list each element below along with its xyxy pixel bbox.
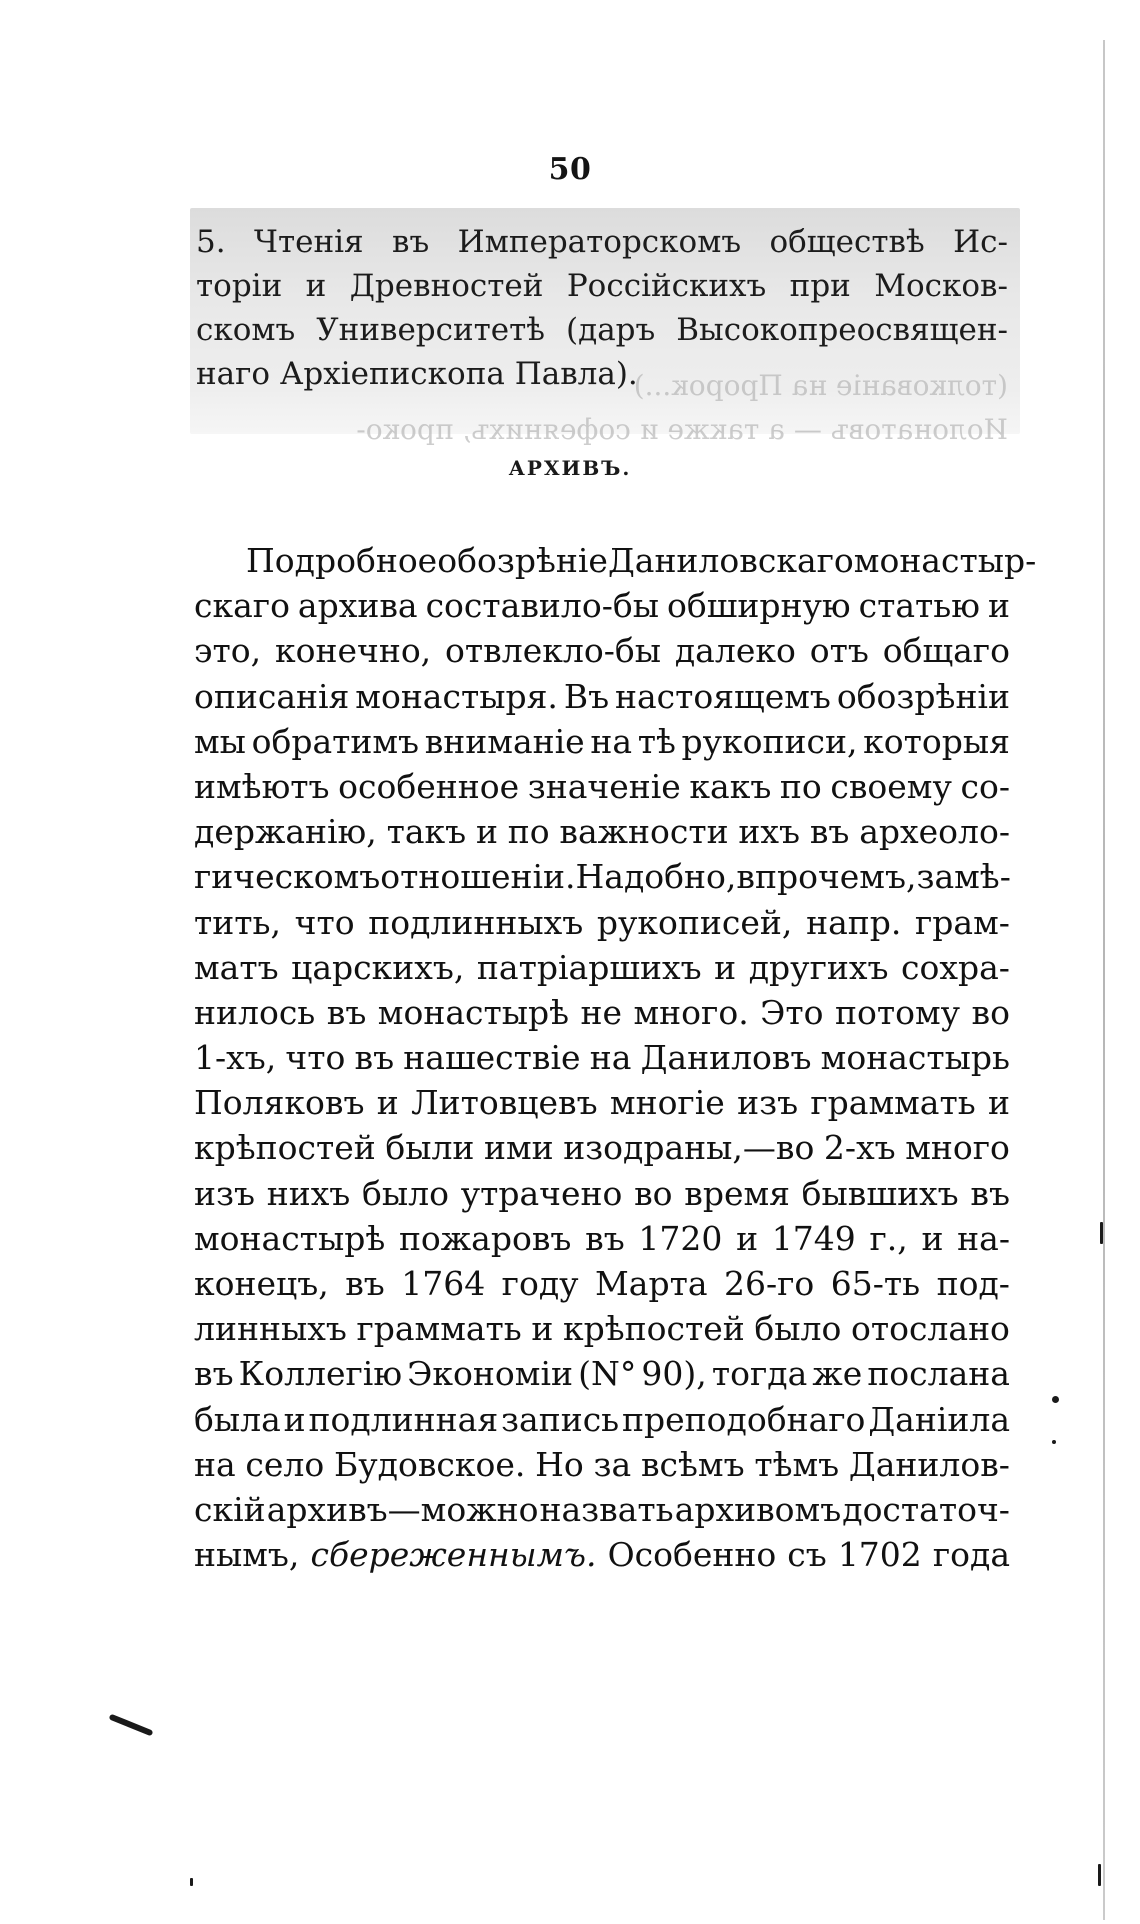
body-word: что	[285, 1038, 346, 1078]
body-word: изодраны,—во	[563, 1128, 815, 1168]
body-word: 1764	[401, 1264, 486, 1303]
body-word: и	[921, 1218, 944, 1258]
body-word: вниманіе	[424, 721, 585, 761]
body-word: бывшихъ	[801, 1173, 959, 1213]
body-word: со-	[960, 766, 1010, 806]
note-word: Ис-	[953, 224, 1008, 260]
body-word: рукописи,	[681, 721, 858, 761]
body-line	[194, 1487, 1010, 1532]
body-line	[194, 1397, 1010, 1442]
body-word: въ	[326, 992, 367, 1032]
body-word: монастыря.	[355, 676, 558, 716]
body-word: особенное	[338, 766, 520, 806]
body-word: граммать	[356, 1309, 522, 1349]
body-word: (N°	[578, 1354, 637, 1394]
body-word: это,	[194, 631, 262, 671]
page-number: 50	[548, 152, 592, 187]
body-text	[194, 538, 1037, 1577]
body-word: въ	[354, 1038, 395, 1078]
body-word: отвлекло-бы	[445, 631, 661, 671]
body-word: какъ	[689, 766, 772, 806]
bleed-line: (толкованіе на Пророк...)	[633, 369, 1008, 402]
body-word: подлинная	[308, 1399, 499, 1439]
footnote-block	[196, 220, 1008, 396]
body-word: ими	[483, 1128, 554, 1168]
body-word: впрочемъ,	[736, 857, 917, 897]
body-word: обозрѣніе	[437, 541, 608, 580]
body-word: что	[294, 902, 355, 942]
body-word: 1720	[638, 1218, 723, 1258]
body-word: скій	[194, 1489, 266, 1529]
body-word: нымъ,	[194, 1535, 300, 1575]
body-word: Даниловъ	[640, 1038, 812, 1078]
body-word: было	[362, 1173, 449, 1213]
body-word: во	[634, 1173, 673, 1213]
body-word: крѣпостей	[194, 1128, 376, 1168]
body-word: Подробное	[246, 541, 438, 580]
body-word: мы	[194, 721, 246, 761]
body-word: Данилов-	[848, 1444, 1010, 1484]
body-word: своему	[830, 766, 952, 806]
body-word: грам-	[915, 902, 1010, 942]
body-word: 65-ть	[830, 1264, 921, 1303]
note-word: торіи	[196, 268, 283, 304]
body-line	[194, 674, 1010, 719]
note-line	[196, 308, 1008, 352]
body-word: обозрѣніи	[836, 676, 1010, 716]
body-word: сбереженнымъ.	[310, 1535, 597, 1575]
body-word: Литовцевъ	[411, 1083, 598, 1123]
body-line	[194, 628, 1010, 673]
note-line	[196, 352, 1008, 396]
body-line	[194, 1306, 1010, 1351]
body-word: граммать	[810, 1083, 976, 1123]
body-word: было	[754, 1309, 842, 1349]
body-word: Поляковъ	[194, 1083, 365, 1123]
body-word: село	[245, 1444, 325, 1484]
note-word: при	[789, 268, 851, 304]
body-line	[194, 1035, 1010, 1080]
body-word: статью	[858, 586, 981, 626]
body-word: изъ	[194, 1173, 255, 1213]
note-word: скомъ	[196, 312, 296, 348]
body-word: Надобно,	[575, 857, 737, 897]
body-word: и	[376, 1083, 399, 1123]
body-word: царскихъ,	[291, 947, 465, 987]
body-word: 90),	[641, 1354, 707, 1394]
body-word: держанію,	[194, 812, 377, 852]
body-word: утрачено	[460, 1173, 623, 1213]
body-word: и	[531, 1309, 554, 1349]
body-word: достаточ-	[842, 1489, 1010, 1529]
body-word: и	[736, 1218, 759, 1258]
note-word: Чтенія	[254, 224, 364, 260]
body-line	[194, 719, 1010, 764]
body-word: настоящемъ	[614, 676, 831, 716]
body-word: монастырѣ	[377, 992, 570, 1032]
body-word: въ	[585, 1218, 625, 1258]
body-word: патріаршихъ	[476, 947, 702, 987]
body-word: на-	[957, 1218, 1010, 1258]
body-word: Даниловскаго	[607, 541, 854, 580]
body-word: запись	[501, 1399, 620, 1439]
body-word: рукописей,	[596, 902, 793, 942]
body-line	[194, 1171, 1010, 1216]
body-word: 26-го	[724, 1264, 815, 1303]
note-line-text: наго Архіепископа Павла).	[196, 356, 638, 392]
body-word: монастырь	[820, 1038, 1010, 1078]
body-word: ихъ	[738, 812, 801, 852]
body-line	[194, 1261, 1010, 1306]
body-word: отослано	[850, 1309, 1010, 1349]
body-word: и	[987, 1083, 1010, 1123]
note-word: обществѣ	[769, 224, 925, 260]
body-word: во	[971, 992, 1010, 1032]
body-word: изъ	[737, 1083, 799, 1123]
body-word: гическомъ	[194, 857, 381, 897]
body-word: тить,	[194, 902, 281, 942]
body-word: въ	[809, 812, 850, 852]
body-line	[194, 854, 1010, 899]
body-line	[194, 1080, 1010, 1125]
body-word: имѣютъ	[194, 766, 330, 806]
body-line	[194, 900, 1010, 945]
body-word: на	[194, 1444, 236, 1484]
print-speck	[190, 1878, 193, 1886]
body-word: Это	[760, 992, 824, 1032]
body-word: Будовское.	[333, 1444, 526, 1484]
body-word: описанія	[194, 676, 350, 716]
body-word: 1702	[837, 1535, 922, 1575]
body-line	[194, 1216, 1010, 1261]
body-word: многіе	[609, 1083, 725, 1123]
body-word: время	[684, 1173, 790, 1213]
body-line	[194, 583, 1010, 628]
body-word: конечно,	[274, 631, 432, 671]
body-word: крѣпостей	[562, 1309, 745, 1349]
body-word: всѣмъ	[640, 1444, 745, 1484]
body-word: Даніила	[868, 1399, 1010, 1439]
body-word: общаго	[882, 631, 1010, 671]
body-word: 2-хъ	[823, 1128, 896, 1168]
body-word: напр.	[806, 902, 902, 942]
body-word: нашествіе	[403, 1038, 581, 1078]
body-word: были	[385, 1128, 475, 1168]
body-word: и	[475, 812, 498, 852]
body-word: нилось	[194, 992, 316, 1032]
body-word: Особенно	[607, 1535, 777, 1575]
body-word: матъ	[194, 947, 279, 987]
body-word: была	[194, 1399, 281, 1439]
body-word: которыя	[863, 721, 1010, 761]
body-word: скаго	[194, 586, 290, 626]
body-word: Экономіи	[407, 1354, 573, 1394]
body-word: и	[283, 1399, 306, 1439]
page-edge-shadow	[1103, 40, 1105, 1920]
body-word: нихъ	[266, 1173, 351, 1213]
body-word: тогда	[711, 1354, 808, 1394]
note-word: Москов-	[874, 268, 1008, 304]
note-word: Древностей	[349, 268, 544, 304]
bleed-line: Иолонатовъ — а также и софеянихъ, проко-	[356, 413, 1008, 446]
body-word: тѣмъ	[754, 1444, 840, 1484]
body-word: въ	[345, 1264, 385, 1303]
body-line	[194, 809, 1010, 854]
body-line	[194, 764, 1010, 809]
body-line	[194, 990, 1010, 1035]
print-speck	[1052, 1396, 1059, 1403]
body-word: тѣ	[637, 721, 676, 761]
body-word: много.	[633, 992, 749, 1032]
body-word: по	[507, 812, 550, 852]
body-word: года	[932, 1535, 1010, 1575]
body-word: же	[812, 1354, 863, 1394]
body-word: важности	[559, 812, 729, 852]
body-word: Коллегію	[238, 1354, 403, 1394]
body-word: и	[714, 947, 737, 987]
body-word: Но	[535, 1444, 584, 1484]
body-word: отъ	[809, 631, 869, 671]
note-word: Высокопреосвящен-	[676, 312, 1008, 348]
body-word: и	[987, 586, 1010, 626]
body-word: преподобнаго	[622, 1399, 866, 1439]
body-word: на	[590, 721, 633, 761]
body-word: архивъ—можно	[266, 1489, 539, 1529]
note-line	[196, 264, 1008, 308]
note-word: 5.	[196, 224, 226, 260]
body-line	[194, 945, 1010, 990]
body-word: 1749	[771, 1218, 856, 1258]
body-word: потому	[835, 992, 961, 1032]
body-word: 1-хъ,	[194, 1038, 277, 1078]
note-word: Университетѣ	[316, 312, 545, 348]
note-word: и	[305, 268, 327, 304]
body-line	[194, 538, 1037, 583]
body-word: г.,	[869, 1218, 908, 1258]
body-word: пожаровъ	[398, 1218, 572, 1258]
body-line	[194, 1532, 1010, 1577]
body-word: съ	[787, 1535, 827, 1575]
body-word: назвать	[539, 1489, 674, 1529]
body-line	[194, 1351, 1010, 1396]
section-heading: АРХИВЪ.	[508, 456, 632, 480]
body-word: другихъ	[748, 947, 889, 987]
body-word: обратимъ	[251, 721, 420, 761]
body-word: за	[593, 1444, 632, 1484]
body-word: замѣ-	[916, 857, 1011, 897]
body-word: архивомъ	[674, 1489, 842, 1529]
body-word: на	[589, 1038, 632, 1078]
body-word: подлинныхъ	[368, 902, 584, 942]
body-word: много	[905, 1128, 1010, 1168]
body-word: монастыр-	[853, 541, 1037, 580]
body-word: археоло-	[859, 812, 1010, 852]
body-word: не	[580, 992, 623, 1032]
body-word: году	[501, 1264, 579, 1303]
body-word: далеко	[674, 631, 796, 671]
body-line	[194, 1125, 1010, 1170]
body-word: Марта	[595, 1264, 708, 1303]
note-line	[196, 220, 1008, 264]
note-word: Россійскихъ	[566, 268, 767, 304]
body-word: Въ	[563, 676, 610, 716]
note-word: въ	[392, 224, 430, 260]
print-speck	[1100, 1222, 1103, 1244]
body-line	[194, 1442, 1010, 1487]
body-word: монастырѣ	[194, 1218, 386, 1258]
body-word: составило-бы	[425, 586, 660, 626]
body-word: конецъ,	[194, 1264, 329, 1303]
body-word: послана	[867, 1354, 1010, 1394]
body-word: линныхъ	[194, 1309, 347, 1349]
body-word: значеніе	[527, 766, 681, 806]
note-word: (даръ	[566, 312, 656, 348]
body-word: въ	[970, 1173, 1010, 1213]
note-word: Императорскомъ	[457, 224, 742, 260]
print-speck	[1098, 1864, 1101, 1886]
print-speck	[1052, 1440, 1056, 1444]
body-word: такъ	[386, 812, 467, 852]
body-word: обширную	[666, 586, 851, 626]
body-word: под-	[936, 1264, 1010, 1303]
body-word: отношеніи.	[380, 857, 576, 897]
body-word: сохра-	[901, 947, 1010, 987]
body-word: архива	[297, 586, 418, 626]
body-word: по	[779, 766, 822, 806]
print-speck	[109, 1714, 154, 1737]
body-word: въ	[194, 1354, 234, 1394]
